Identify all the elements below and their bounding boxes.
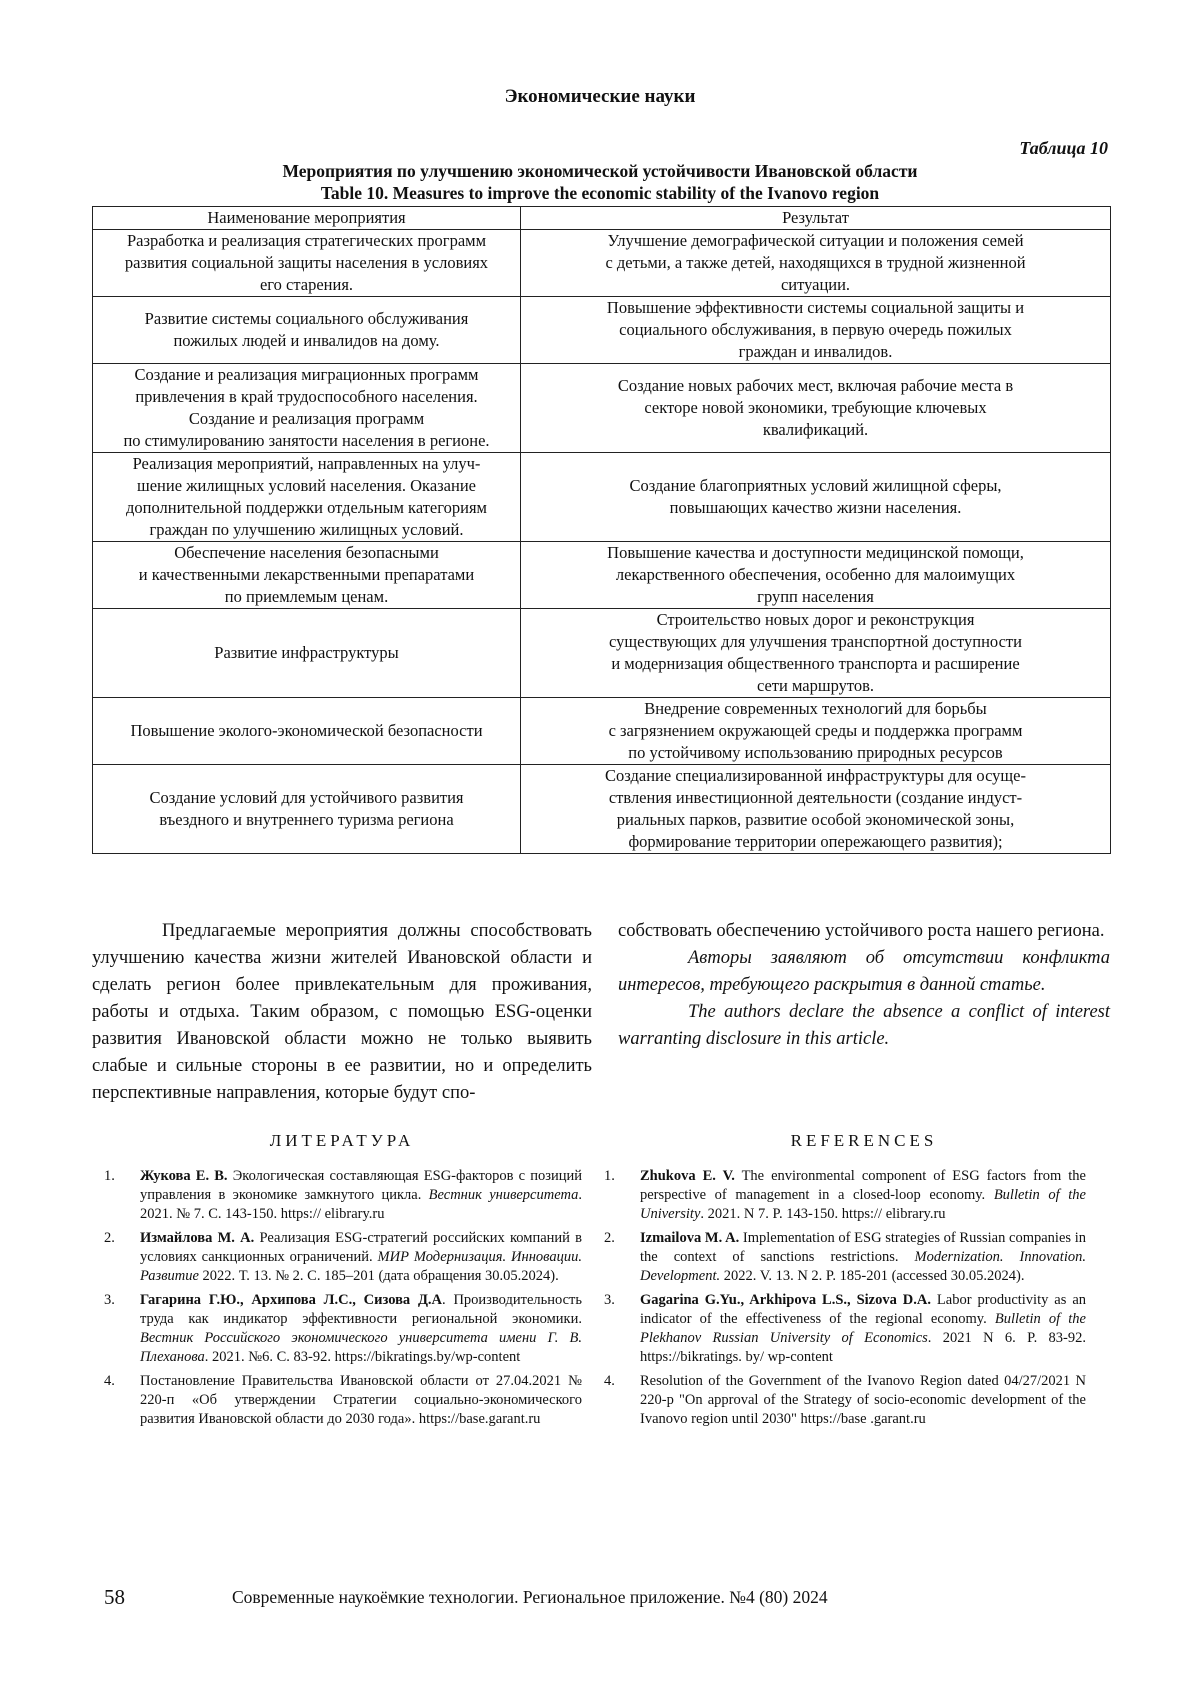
table-label: Таблица 10 bbox=[1019, 138, 1108, 158]
page-number: 58 bbox=[104, 1585, 125, 1609]
table-row bbox=[93, 698, 1111, 765]
reference-tail: . 2021. № 7. С. 143-150. https:// elibrary.ru bbox=[140, 1187, 582, 1222]
references-ru-heading: ЛИТЕРАТУРА bbox=[269, 1131, 415, 1150]
table-row bbox=[93, 230, 1111, 297]
reference-authors: Gagarina G.Yu., Arkhipova L.S., Sizova D.A. bbox=[640, 1292, 931, 1308]
reference-authors: Измайлова М. А. bbox=[140, 1230, 255, 1246]
reference-tail: . 2021 N 6. P. 83-92. https://bikratings. by/ wp-content bbox=[640, 1330, 1086, 1365]
result-cell: Повышение качества и доступности медицинской помощи, лекарственного обеспечения, особенно для малоимущих групп населения bbox=[521, 542, 1111, 609]
table-row bbox=[93, 765, 1111, 854]
reference-text: . Производительность труда как индикатор эффективности региональной экономики. bbox=[140, 1292, 582, 1327]
result-cell: Внедрение современных технологий для борьбы с загрязнением окружающей среды и поддержка программ по устойчивому использованию природных ресурсов bbox=[521, 698, 1111, 765]
reference-tail: . 2021. N 7. P. 143-150. https:// elibrary.ru bbox=[700, 1206, 946, 1222]
reference-number: 4. bbox=[104, 1373, 115, 1389]
body-left-column bbox=[92, 918, 592, 1107]
measure-cell: Развитие системы социального обслуживания пожилых людей и инвалидов на дому. bbox=[93, 297, 521, 364]
journal-title: Современные наукоёмкие технологии. Региональное приложение. №4 (80) 2024 bbox=[232, 1587, 828, 1607]
reference-tail: 2022. V. 13. N 2. P. 185-201 (accessed 30.05.2024). bbox=[720, 1268, 1025, 1284]
table-title bbox=[0, 160, 1200, 204]
reference-number: 2. bbox=[104, 1230, 115, 1246]
reference-text: The environmental component of ESG factors from the perspective of management in a closed-loop economy. bbox=[640, 1168, 1086, 1203]
reference-source: Вестник Российского экономического университета имени Г. В. Плеханова bbox=[140, 1330, 582, 1365]
reference-source: Вестник университета bbox=[428, 1187, 579, 1203]
column-header-result: Результат bbox=[521, 207, 1111, 230]
reference-item bbox=[104, 1372, 582, 1429]
measure-cell: Развитие инфраструктуры bbox=[93, 609, 521, 698]
reference-number: 1. bbox=[104, 1168, 115, 1184]
reference-tail: . 2021. №6. С. 83-92. https://bikratings.by/wp-content bbox=[204, 1349, 521, 1365]
table-row bbox=[93, 542, 1111, 609]
measures-table bbox=[92, 206, 1111, 854]
reference-source: Bulletin of the Plekhanov Russian University of Economics bbox=[640, 1311, 1086, 1346]
table-title-ru: Мероприятия по улучшению экономической устойчивости Ивановской области bbox=[282, 161, 918, 181]
body-right-column bbox=[618, 918, 1110, 1053]
result-cell: Создание благоприятных условий жилищной сферы, повышающих качество жизни населения. bbox=[521, 453, 1111, 542]
reference-source: Modernization. Innovation. Development. bbox=[640, 1249, 1086, 1284]
table-title-en: Table 10. Measures to improve the economic stability of the Ivanovo region bbox=[320, 183, 880, 203]
column-header-measure: Наименование мероприятия bbox=[93, 207, 521, 230]
measure-cell: Создание и реализация миграционных программ привлечения в край трудоспособного населения. Создание и реализация программ по стимулированию занятости населения в регионе. bbox=[93, 364, 521, 453]
result-cell: Улучшение демографической ситуации и положения семей с детьми, а также детей, находящихся в трудной жизненной ситуации. bbox=[521, 230, 1111, 297]
reference-number: 3. bbox=[104, 1292, 115, 1308]
result-cell: Создание новых рабочих мест, включая рабочие места в секторе новой экономики, требующие ключевых квалификаций. bbox=[521, 364, 1111, 453]
reference-text: Экологическая составляющая ESG-факторов с позиций управления в экономике замкнутого цикла. bbox=[140, 1168, 582, 1203]
reference-authors: Гагарина Г.Ю., Архипова Л.С., Сизова Д.А bbox=[140, 1292, 443, 1308]
reference-text: Постановление Правительства Ивановской области от 27.04.2021 № 220-п «Об утверждении Стратегии социально-экономического развития Ивановской области до 2030 года». https://base.garant.ru bbox=[140, 1373, 582, 1427]
table-row bbox=[93, 609, 1111, 698]
reference-number: 2. bbox=[604, 1230, 615, 1246]
table-row bbox=[93, 453, 1111, 542]
reference-authors: Izmailova M. A. bbox=[640, 1230, 740, 1246]
reference-tail: 2022. Т. 13. № 2. С. 185–201 (дата обращения 30.05.2024). bbox=[198, 1268, 559, 1284]
result-cell: Строительство новых дорог и реконструкция существующих для улучшения транспортной доступности и модернизация общественного транспорта и расширение сети маршрутов. bbox=[521, 609, 1111, 698]
reference-number: 1. bbox=[604, 1168, 615, 1184]
section-title: Экономические науки bbox=[504, 86, 696, 107]
reference-text: Labor productivity as an indicator of the effectiveness of the regional economy. bbox=[640, 1292, 1087, 1327]
result-cell: Создание специализированной инфраструктуры для осуще- ствления инвестиционной деятельности (создание индуст- риальных парков, развитие особой экономической зоны, формирование территории опережающего развития); bbox=[521, 765, 1111, 854]
reference-item bbox=[104, 1291, 582, 1367]
references-en-heading: REFERENCES bbox=[790, 1131, 938, 1150]
measure-cell: Создание условий для устойчивого развития въездного и внутреннего туризма региона bbox=[93, 765, 521, 854]
reference-item bbox=[604, 1229, 1086, 1286]
references-en-list bbox=[604, 1167, 1086, 1434]
reference-authors: Zhukova E. V. bbox=[640, 1168, 735, 1184]
conflict-statement-en: The authors declare the absence a conflict of interest warranting disclosure in this article. bbox=[618, 1002, 1110, 1049]
reference-text: Resolution of the Government of the Ivanovo Region dated 04/27/2021 N 220-p "On approval of the Strategy of socio-economic development of the Ivanovo region until 2030" https://base .garant.ru bbox=[640, 1373, 1086, 1427]
reference-number: 4. bbox=[604, 1373, 615, 1389]
reference-source: МИР Модернизация. Инновации. Развитие bbox=[140, 1249, 582, 1284]
reference-item bbox=[604, 1291, 1086, 1367]
reference-item bbox=[104, 1167, 582, 1224]
table-header-row bbox=[93, 207, 1111, 230]
reference-item bbox=[604, 1167, 1086, 1224]
conclusion-continuation: собствовать обеспечению устойчивого роста нашего региона. bbox=[618, 921, 1105, 941]
reference-source: Bulletin of the University bbox=[640, 1187, 1086, 1222]
references-ru-list bbox=[104, 1167, 582, 1434]
reference-authors: Жукова Е. В. bbox=[140, 1168, 228, 1184]
reference-text: Реализация ESG-стратегий российских компаний в условиях санкционных ограничений. bbox=[140, 1230, 583, 1265]
table-row bbox=[93, 297, 1111, 364]
reference-text: Implementation of ESG strategies of Russian companies in the context of sanctions restrictions. bbox=[640, 1230, 1087, 1265]
measure-cell: Обеспечение населения безопасными и качественными лекарственными препаратами по приемлемым ценам. bbox=[93, 542, 521, 609]
conflict-statement-ru: Авторы заявляют об отсутствии конфликта интересов, требующего раскрытия в данной статье. bbox=[618, 948, 1110, 995]
reference-number: 3. bbox=[604, 1292, 615, 1308]
reference-item bbox=[604, 1372, 1086, 1429]
measure-cell: Повышение эколого-экономической безопасности bbox=[93, 698, 521, 765]
reference-item bbox=[104, 1229, 582, 1286]
result-cell: Повышение эффективности системы социальной защиты и социального обслуживания, в первую очередь пожилых граждан и инвалидов. bbox=[521, 297, 1111, 364]
table-row bbox=[93, 364, 1111, 453]
measure-cell: Реализация мероприятий, направленных на улуч- шение жилищных условий населения. Оказание дополнительной поддержки отдельным категориям граждан по улучшению жилищных условий. bbox=[93, 453, 521, 542]
conclusion-paragraph: Предлагаемые мероприятия должны способствовать улучшению качества жизни жителей Ивановской области и сделать регион более привлекательным для проживания, работы и отдыха. Таким образом, с помощью ESG-оценки развития Ивановской области можно не только выявить слабые и сильные стороны в ее развитии, но и определить перспективные направления, которые будут спо- bbox=[92, 921, 592, 1103]
measure-cell: Разработка и реализация стратегических программ развития социальной защиты населения в условиях его старения. bbox=[93, 230, 521, 297]
